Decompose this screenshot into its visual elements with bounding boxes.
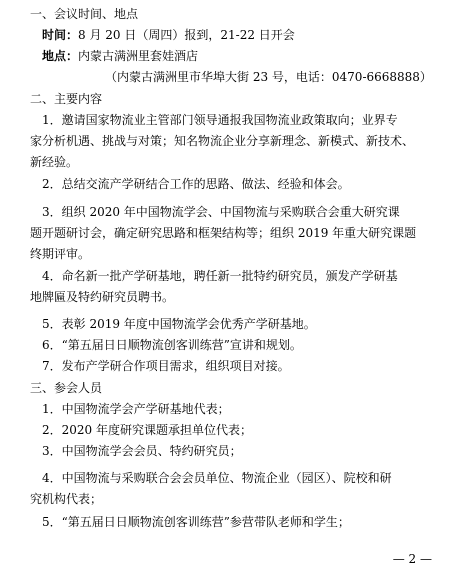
section-heading-time-place: 一、会议时间、地点 (30, 7, 139, 21)
page-number: — 2 — (392, 552, 432, 566)
content-item-1-line-2: 家分析机遇、挑战与对策；知名物流企业分享新理念、新模式、新技术、 (30, 134, 415, 148)
attendee-item-3: 3．中国物流学会会员、特约研究员； (42, 444, 242, 458)
attendee-item-4-line-2: 究机构代表； (30, 492, 103, 506)
content-item-1-line-3: 新经验。 (30, 155, 79, 169)
meeting-address: （内蒙古满洲里市华埠大街 23 号，电话：0470-6668888） (105, 70, 432, 84)
content-item-6: 6．“第五届日日顺物流创客训练营”宣讲和规划。 (42, 338, 302, 352)
meeting-time-line (42, 27, 295, 43)
section-heading-attendees: 三、参会人员 (30, 381, 103, 395)
content-item-3-line-3: 终期评审。 (30, 247, 91, 261)
content-item-7: 7．发布产学研合作项目需求，组织项目对接。 (42, 359, 290, 373)
attendee-item-2: 2．2020 年度研究课题承担单位代表； (42, 423, 252, 437)
content-item-1-line-1: 1．邀请国家物流业主管部门领导通报我国物流业政策取向；业界专 (42, 113, 398, 127)
place-value: 内蒙古满洲里套娃酒店 (78, 49, 199, 63)
content-item-5: 5．表彰 2019 年度中国物流学会优秀产学研基地。 (42, 317, 316, 331)
content-item-3-line-1: 3．组织 2020 年中国物流学会、中国物流与采购联合会重大研究课 (42, 205, 400, 219)
content-item-4-line-1: 4．命名新一批产学研基地，聘任新一批特约研究员，颁发产学研基 (42, 269, 398, 283)
attendee-item-1: 1．中国物流学会产学研基地代表； (42, 402, 230, 416)
section-heading-main-content: 二、主要内容 (30, 92, 103, 106)
meeting-place-line (42, 48, 198, 64)
attendee-item-5: 5．“第五届日日顺物流创客训练营”参营带队老师和学生； (42, 515, 350, 529)
time-label: 时间： (42, 28, 79, 42)
attendee-item-4-line-1: 4．中国物流与采购联合会会员单位、物流企业（园区）、院校和研 (42, 471, 392, 485)
place-label: 地点： (42, 49, 79, 63)
content-item-2: 2．总结交流产学研结合工作的思路、做法、经验和体会。 (42, 177, 350, 191)
content-item-3-line-2: 题开题研讨会，确定研究思路和框架结构等；组织 2019 年重大研究课题 (30, 226, 417, 240)
content-item-4-line-2: 地牌匾及特约研究员聘书。 (30, 290, 175, 304)
time-value: 8 月 20 日（周四）报到，21-22 日开会 (78, 28, 295, 42)
